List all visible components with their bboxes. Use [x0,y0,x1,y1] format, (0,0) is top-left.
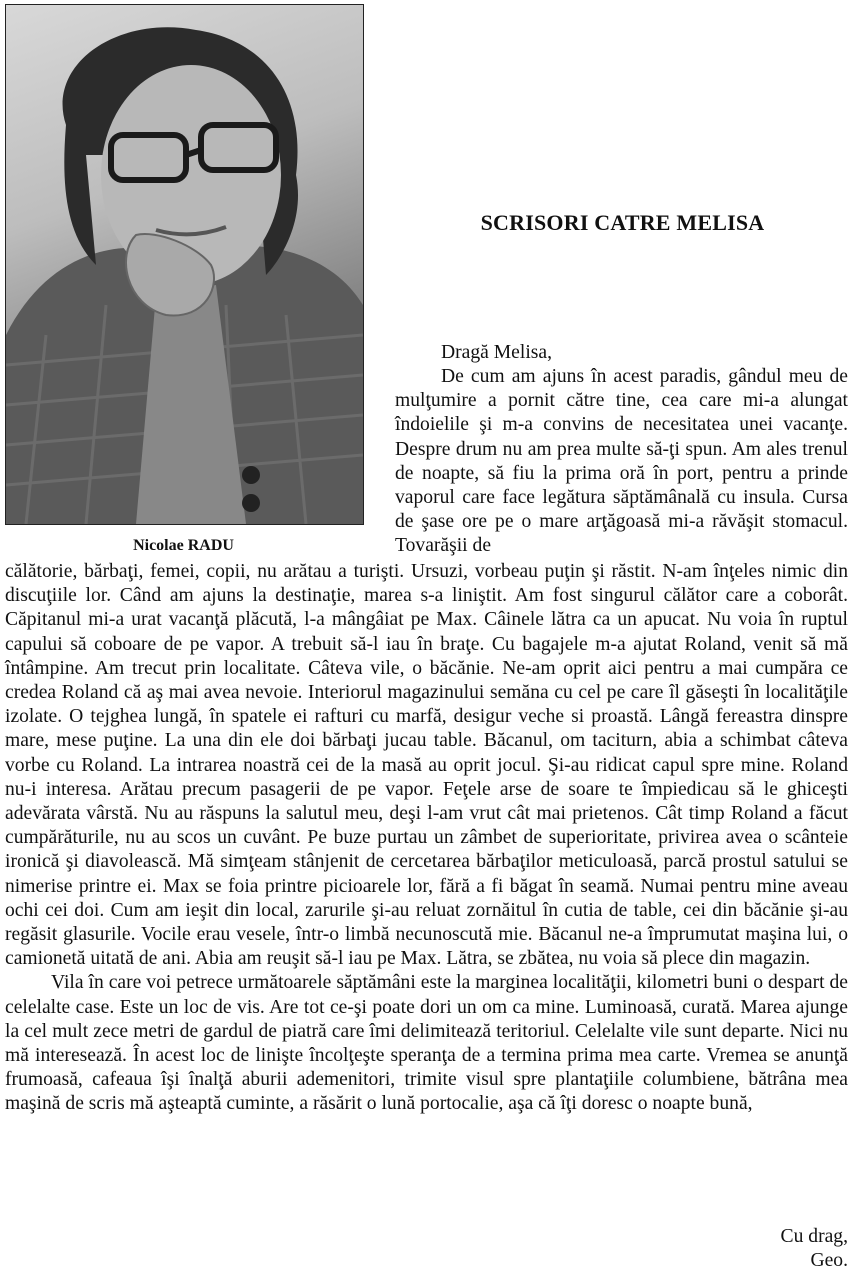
letter-greeting: Dragă Melisa, [441,342,552,363]
letter-column-narrow [395,365,848,559]
article-title: SCRISORI CATRE MELISA [480,210,765,235]
portrait-illustration [6,5,363,524]
letter-closing [781,1225,848,1273]
paragraph-1-top: De cum am ajuns în acest paradis, gândul meu de mulţumire a pornit către tine, cea care mi-a alungat îndoielile şi m-a convins de necesitatea unei vacanţe. Despre drum nu am prea multe să-ţi spun. Am ales trenul de noapte, să fiu la prima oră în port, pentru a prinde vaporul care face legătura săptămânală cu insula. Cursa de şase ore pe o mare arţăgoasă mi-a răvăşit stomacul. Tovarăşii de [395,366,848,557]
signature: Geo. [810,1250,848,1271]
paragraph-2: Vila în care voi petrece următoarele săptămâni este la marginea localităţii, kilometri buni o despart de celelalte case. Este un loc de vis. Are tot ce-şi poate dori un om ca mine. Luminoasă, curată. Marea ajunge la cel mult zece metri de gardul de piatră care îmi delimitează teritoriul. Celelalte vile sunt departe. Nici nu mă interesează. În acest loc de linişte încolţeşte speranţa de a termina prima mea carte. Vremea se anunţă frumoasă, cafeaua îşi înalţă aburii ademenitori, trimite visul spre plantaţiile columbiene, bătrâna mea maşină de scris mă aşteaptă cuminte, a răsărit o lună portocalie, aşa că îţi doresc o noapte bună, [5,972,848,1115]
author-photo [5,4,364,525]
letter-column-wide [5,560,848,1117]
paragraph-1-rest: călătorie, bărbaţi, femei, copii, nu arătau a turişti. Ursuzi, vorbeau puţin şi răstit. N-am înţeles nimic din discuţiile lor. Când am ajuns la destinaţie, marea s-a liniştit. Am fost singurul călător care a coborât. Căpitanul mi-a urat vacanţă plăcută, l-a mângâiat pe Max. Câinele lătra ca un apucat. Nu voia în ruptul capului să coboare de pe vapor. A trebuit să-l iau în braţe. Cu bagajele m-a ajutat Roland, venit să mă întâmpine. Am trecut prin localitate. Câteva vile, o băcănie. Ne-am oprit aici pentru a mai cumpăra ce credea Roland că aş mai avea nevoie. Interiorul magazinului semăna cu cel pe care îl găseşti în localităţile izolate. O tejghea lungă, în spatele ei rafturi cu marfă, desigur veche si proastă. Lângă fereastra dinspre mare, mese puţine. La una din ele doi bărbaţi jucau table. Băcanul, om taciturn, abia a schimbat câteva vorbe cu Roland. La intrarea noastră cei de la masă au oprit jocul. Şi-au ridicat capul spre mine. Roland nu-i interesa. Arătau precum pasagerii de pe vapor. Feţele arse de soare te împiedicau să le ghiceşti adevărata vârstă. Nu au răspuns la salutul meu, deşi l-am vrut cât mai prietenos. Cât timp Roland a făcut cumpărăturile, nu au scos un cuvânt. Pe buze purtau un zâmbet de superioritate, privirea avea o scânteie ironică şi diavolească. Mă simţeam stânjenit de cercetarea bărbaţilor meticuloasă, parcă prostul satului se nimerise printre ei. Max se foia printre picioarele lor, fără a fi băgat în seamă. Numai pentru mine aveau ochi cei doi. Cum am ieşit din local, zarurile şi-au reluat zornăitul în cutia de table, cei din băcănie şi-au regăsit glasurile. Vocile erau vesele, într-o limbă necunoscută mie. Băcanul ne-a împrumutat maşina lui, o camionetă uitată de ani. Abia am reuşit să-l iau pe Max. Lătra, se zbătea, nu voia să plece din magazin. [5,561,848,970]
closing-phrase: Cu drag, [780,1226,848,1247]
photo-caption: Nicolae RADU [133,537,234,554]
